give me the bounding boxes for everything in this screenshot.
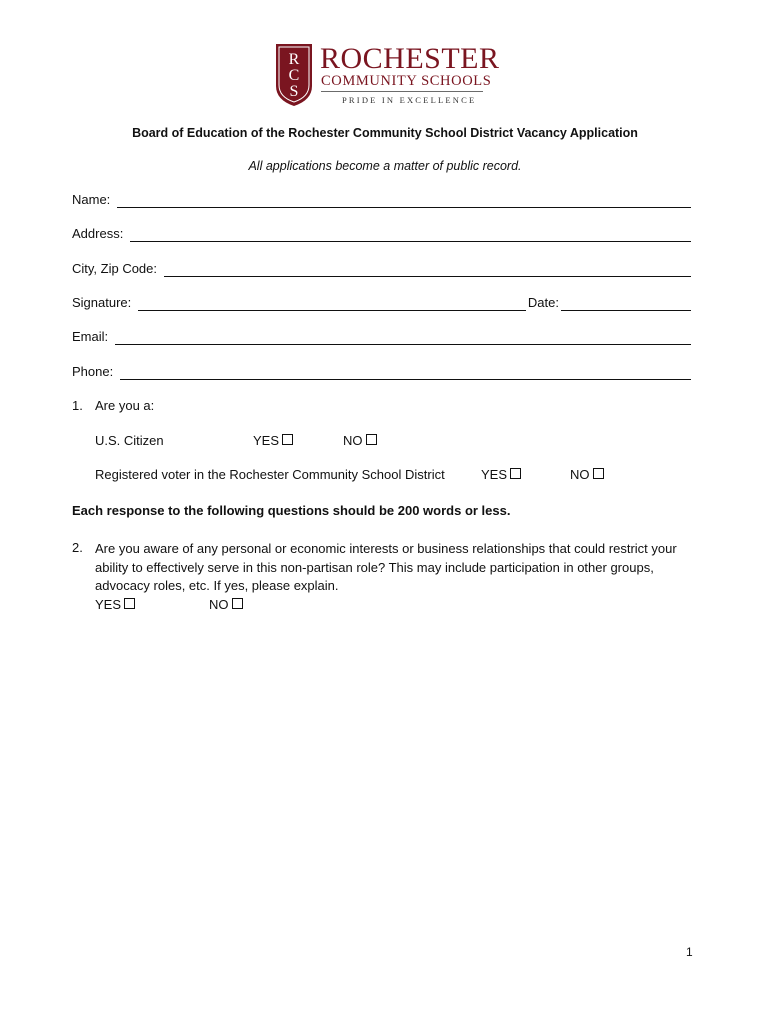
address-field[interactable] (72, 224, 691, 242)
word-limit-instruction: Each response to the following questions should be 200 words or less. (72, 503, 511, 518)
voter-yes-checkbox[interactable] (510, 468, 521, 479)
citizen-yes-checkbox[interactable] (282, 434, 293, 445)
email-label: Email: (72, 329, 112, 344)
logo-name: ROCHESTER (320, 42, 500, 75)
logo-divider (321, 91, 483, 92)
q1-text: Are you a: (95, 398, 155, 413)
voter-label: Registered voter in the Rochester Community School District (95, 467, 445, 482)
q2-no-label: NO (209, 596, 229, 612)
voter-no-label: NO (570, 467, 590, 482)
citizen-yes-label: YES (253, 433, 280, 448)
q2-text: Are you aware of any personal or economic interests or business relationships that could restrict your ability to effectively serve in this non-partisan role? This may include participation in other groups, advocacy roles, etc. If yes, please explain. (95, 541, 677, 593)
q2-number: 2. (72, 540, 83, 555)
phone-label: Phone: (72, 364, 117, 379)
svg-text:C: C (288, 67, 300, 84)
date-label: Date: (527, 295, 559, 310)
city-zip-label: City, Zip Code: (72, 261, 161, 276)
email-line[interactable] (115, 330, 691, 345)
q2-yes-label: YES (95, 596, 122, 612)
email-field[interactable] (72, 327, 691, 345)
name-line[interactable] (117, 193, 691, 208)
citizen-no-option[interactable] (343, 433, 377, 449)
citizen-no-label: NO (343, 433, 363, 448)
voter-no-checkbox[interactable] (593, 468, 604, 479)
q2-yes-checkbox[interactable] (124, 598, 135, 609)
voter-yes-label: YES (481, 467, 508, 482)
school-logo (274, 42, 504, 112)
voter-yes-option[interactable] (481, 467, 521, 483)
logo-motto: PRIDE IN EXCELLENCE (342, 95, 477, 105)
address-line[interactable] (130, 227, 691, 242)
date-line[interactable] (561, 296, 691, 311)
form-title: Board of Education of the Rochester Community School District Vacancy Application (132, 126, 638, 140)
city-zip-field[interactable] (72, 259, 691, 277)
citizen-yes-option[interactable] (253, 433, 293, 449)
q2-block (95, 540, 695, 614)
form-subtitle: All applications become a matter of public record. (248, 159, 522, 173)
q2-yes-option[interactable] (95, 596, 135, 615)
name-label: Name: (72, 192, 114, 207)
city-zip-line[interactable] (164, 262, 691, 277)
citizen-label: U.S. Citizen (95, 433, 164, 448)
signature-label: Signature: (72, 295, 135, 310)
q2-no-checkbox[interactable] (232, 598, 243, 609)
address-label: Address: (72, 226, 127, 241)
page-number: 1 (686, 945, 693, 959)
citizen-no-checkbox[interactable] (366, 434, 377, 445)
q1-number: 1. (72, 398, 83, 413)
q2-no-option[interactable] (209, 596, 243, 615)
logo-subname: COMMUNITY SCHOOLS (321, 73, 492, 89)
q2-options (95, 596, 695, 614)
signature-field[interactable] (72, 293, 691, 311)
phone-field[interactable] (72, 362, 691, 380)
name-field[interactable] (72, 190, 691, 208)
phone-line[interactable] (120, 365, 691, 380)
signature-line[interactable] (138, 296, 526, 311)
voter-no-option[interactable] (570, 467, 604, 483)
svg-text:R: R (288, 51, 300, 68)
svg-text:S: S (289, 83, 299, 100)
rcs-shield-logo-icon (274, 42, 314, 108)
